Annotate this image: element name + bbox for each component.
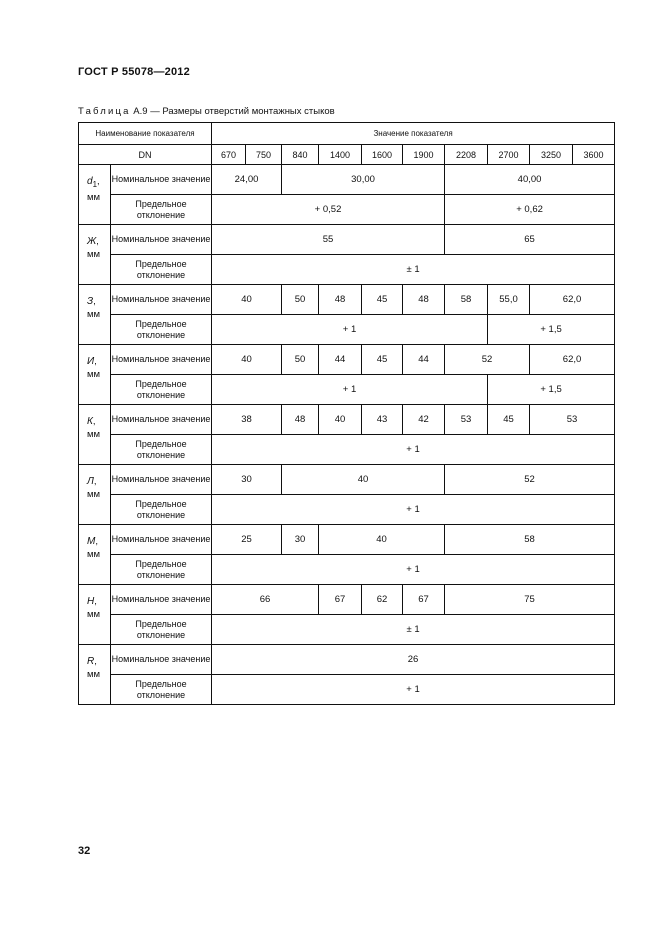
- nominal-value-cell: 55: [212, 225, 445, 255]
- deviation-value-cell: + 1,5: [488, 315, 615, 345]
- deviation-value-cell: + 0,52: [212, 195, 445, 225]
- nominal-value-cell: 53: [445, 405, 488, 435]
- dn-cell: 1600: [362, 145, 403, 165]
- unit-label: мм: [87, 549, 101, 560]
- nominal-label: Номинальное значение: [111, 165, 212, 195]
- parameter-symbol-cell: З, мм: [79, 285, 111, 345]
- nominal-value-cell: 45: [488, 405, 530, 435]
- deviation-label: Предельное отклонение: [111, 675, 212, 705]
- dn-cell: 1400: [319, 145, 362, 165]
- nominal-value-cell: 55,0: [488, 285, 530, 315]
- nominal-row: [79, 285, 615, 315]
- deviation-label: Предельное отклонение: [111, 555, 212, 585]
- parameter-symbol-cell: Л, мм: [79, 465, 111, 525]
- deviation-value-cell: + 1: [212, 495, 615, 525]
- nominal-value-cell: 40: [212, 345, 282, 375]
- nominal-row: [79, 465, 615, 495]
- nominal-value-cell: 66: [212, 585, 319, 615]
- parameter-symbol: R: [87, 656, 95, 667]
- nominal-value-cell: 53: [530, 405, 615, 435]
- nominal-value-cell: 43: [362, 405, 403, 435]
- nominal-value-cell: 65: [445, 225, 615, 255]
- nominal-value-cell: 52: [445, 345, 530, 375]
- nominal-value-cell: 38: [212, 405, 282, 435]
- dn-cell: 1900: [403, 145, 445, 165]
- deviation-label: Предельное отклонение: [111, 375, 212, 405]
- deviation-row: [79, 615, 615, 645]
- nominal-label: Номинальное значение: [111, 465, 212, 495]
- unit-label: мм: [87, 429, 101, 440]
- nominal-value-cell: 45: [362, 345, 403, 375]
- nominal-row: [79, 645, 615, 675]
- parameter-symbol-cell: М, мм: [79, 525, 111, 585]
- dn-cell: 840: [282, 145, 319, 165]
- deviation-value-cell: + 1: [212, 315, 488, 345]
- unit-label: мм: [87, 609, 101, 620]
- parameter-symbol-cell: Ж, мм: [79, 225, 111, 285]
- dimensions-table: [78, 122, 615, 705]
- nominal-value-cell: 50: [282, 285, 319, 315]
- nominal-value-cell: 67: [403, 585, 445, 615]
- document-header: ГОСТ Р 55078—2012: [78, 66, 190, 78]
- unit-label: мм: [87, 309, 101, 320]
- dn-cell: 3250: [530, 145, 573, 165]
- deviation-label: Предельное отклонение: [111, 255, 212, 285]
- nominal-value-cell: 40: [319, 405, 362, 435]
- nominal-value-cell: 40: [282, 465, 445, 495]
- parameter-symbol: d: [87, 176, 93, 187]
- nominal-value-cell: 48: [403, 285, 445, 315]
- parameter-symbol-cell: К, мм: [79, 405, 111, 465]
- nominal-value-cell: 45: [362, 285, 403, 315]
- nominal-value-cell: 44: [403, 345, 445, 375]
- caption-title: — Размеры отверстий монтажных стыков: [147, 106, 335, 117]
- deviation-label: Предельное отклонение: [111, 315, 212, 345]
- dn-cell: 3600: [573, 145, 615, 165]
- header-parameter-name: Наименование показателя: [79, 123, 212, 145]
- unit-label: мм: [87, 369, 101, 380]
- nominal-value-cell: 30: [212, 465, 282, 495]
- nominal-value-cell: 58: [445, 525, 615, 555]
- nominal-value-cell: 30: [282, 525, 319, 555]
- nominal-row: [79, 585, 615, 615]
- nominal-row: [79, 225, 615, 255]
- nominal-label: Номинальное значение: [111, 345, 212, 375]
- deviation-row: [79, 195, 615, 225]
- parameter-symbol: И: [87, 356, 95, 367]
- deviation-label: Предельное отклонение: [111, 435, 212, 465]
- nominal-value-cell: 30,00: [282, 165, 445, 195]
- nominal-value-cell: 62: [362, 585, 403, 615]
- parameter-symbol: М: [87, 536, 96, 547]
- nominal-value-cell: 50: [282, 345, 319, 375]
- unit-label: мм: [87, 489, 101, 500]
- header-parameter-value: Значение показателя: [212, 123, 615, 145]
- deviation-value-cell: + 1: [212, 675, 615, 705]
- dn-cell: 2700: [488, 145, 530, 165]
- dn-cell: 2208: [445, 145, 488, 165]
- nominal-value-cell: 52: [445, 465, 615, 495]
- nominal-value-cell: 40: [319, 525, 445, 555]
- deviation-value-cell: + 1: [212, 375, 488, 405]
- caption-number: А.9: [133, 106, 148, 117]
- dn-cell: 670: [212, 145, 246, 165]
- deviation-label: Предельное отклонение: [111, 195, 212, 225]
- nominal-label: Номинальное значение: [111, 225, 212, 255]
- nominal-value-cell: 25: [212, 525, 282, 555]
- deviation-label: Предельное отклонение: [111, 615, 212, 645]
- deviation-row: [79, 495, 615, 525]
- table-body: [79, 123, 615, 705]
- unit-label: мм: [87, 249, 101, 260]
- nominal-value-cell: 42: [403, 405, 445, 435]
- nominal-row: [79, 165, 615, 195]
- deviation-value-cell: ± 1: [212, 255, 615, 285]
- nominal-value-cell: 40: [212, 285, 282, 315]
- parameter-symbol-cell: $d_1$, мм: [79, 165, 111, 225]
- deviation-value-cell: + 1: [212, 555, 615, 585]
- deviation-row: [79, 375, 615, 405]
- nominal-row: [79, 405, 615, 435]
- nominal-value-cell: 58: [445, 285, 488, 315]
- caption-prefix: Таблица: [78, 106, 131, 117]
- parameter-symbol: Н: [87, 596, 95, 607]
- parameter-symbol: Ж: [87, 236, 97, 247]
- dn-label: DN: [79, 145, 212, 165]
- nominal-value-cell: 40,00: [445, 165, 615, 195]
- nominal-value-cell: 67: [319, 585, 362, 615]
- nominal-value-cell: 24,00: [212, 165, 282, 195]
- deviation-value-cell: ± 1: [212, 615, 615, 645]
- header-row: [79, 123, 615, 145]
- nominal-label: Номинальное значение: [111, 585, 212, 615]
- nominal-value-cell: 75: [445, 585, 615, 615]
- deviation-row: [79, 315, 615, 345]
- dn-row: [79, 145, 615, 165]
- nominal-value-cell: 26: [212, 645, 615, 675]
- parameter-symbol: Л: [87, 476, 94, 487]
- deviation-value-cell: + 1,5: [488, 375, 615, 405]
- nominal-row: [79, 525, 615, 555]
- unit-label: мм: [87, 191, 101, 203]
- deviation-label: Предельное отклонение: [111, 495, 212, 525]
- table-caption: [78, 106, 335, 117]
- nominal-value-cell: 48: [282, 405, 319, 435]
- page-number: 32: [78, 845, 91, 857]
- nominal-value-cell: 62,0: [530, 345, 615, 375]
- deviation-row: [79, 675, 615, 705]
- nominal-label: Номинальное значение: [111, 285, 212, 315]
- parameter-symbol-cell: Н, мм: [79, 585, 111, 645]
- deviation-value-cell: + 0,62: [445, 195, 615, 225]
- nominal-label: Номинальное значение: [111, 645, 212, 675]
- deviation-value-cell: + 1: [212, 435, 615, 465]
- unit-label: мм: [87, 669, 101, 680]
- nominal-row: [79, 345, 615, 375]
- dn-cell: 750: [246, 145, 282, 165]
- parameter-symbol-cell: R, мм: [79, 645, 111, 705]
- deviation-row: [79, 435, 615, 465]
- parameter-symbol: К: [87, 416, 93, 427]
- nominal-value-cell: 48: [319, 285, 362, 315]
- parameter-symbol: З: [87, 296, 94, 307]
- parameter-symbol-cell: И, мм: [79, 345, 111, 405]
- nominal-value-cell: 62,0: [530, 285, 615, 315]
- deviation-row: [79, 555, 615, 585]
- nominal-value-cell: 44: [319, 345, 362, 375]
- nominal-label: Номинальное значение: [111, 405, 212, 435]
- nominal-label: Номинальное значение: [111, 525, 212, 555]
- parameter-subscript: 1: [92, 179, 97, 189]
- deviation-row: [79, 255, 615, 285]
